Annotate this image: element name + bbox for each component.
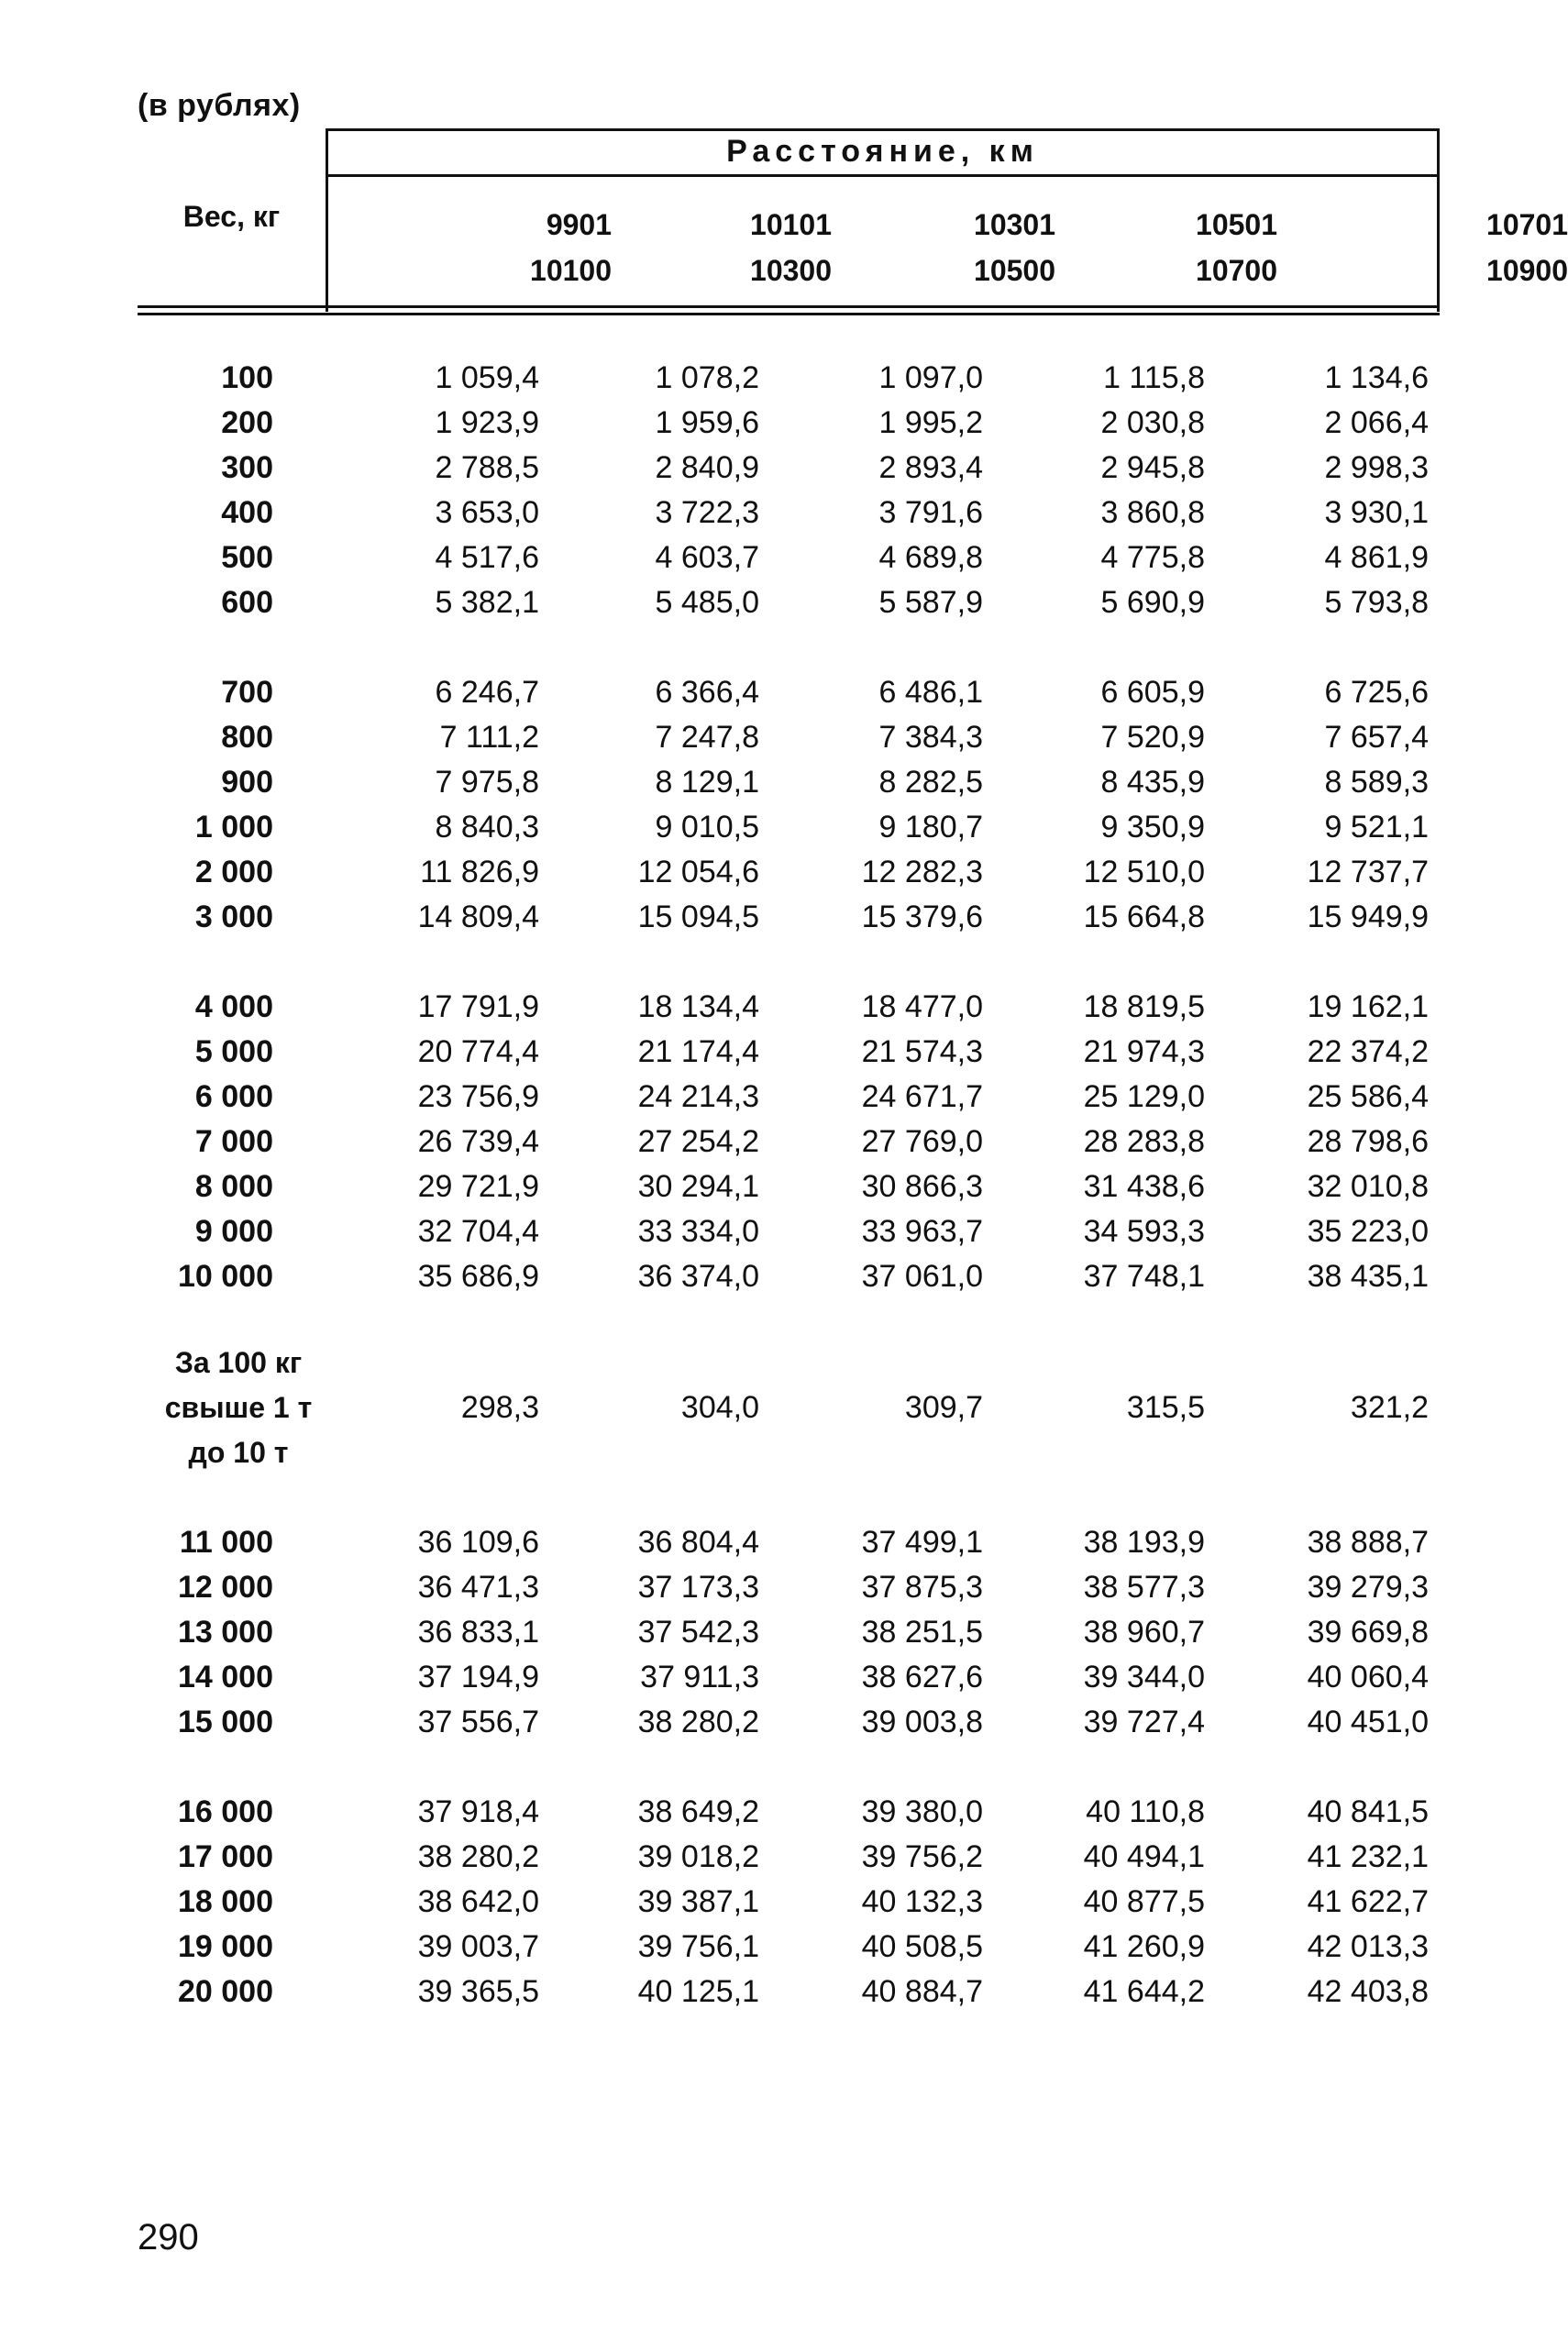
price-cell: 38 577,3 [1083,1570,1205,1605]
header-bottom-rule-2 [138,313,1440,315]
price-cell: 5 690,9 [1100,585,1205,620]
range-header [1430,202,1568,293]
price-cell: 6 605,9 [1100,675,1205,710]
table-row [138,491,1440,535]
price-cell: 40 877,5 [1083,1884,1205,1919]
price-cell: 40 508,5 [861,1929,983,1964]
price-cell: 41 622,7 [1307,1884,1429,1919]
price-cell: 21 574,3 [861,1034,983,1069]
table-row [138,580,1440,625]
price-cell: 5 793,8 [1324,585,1429,620]
weight-cell: 12 000 [178,1570,273,1605]
range-from: 9901 [546,208,612,241]
range-to: 10900 [1486,254,1568,287]
price-cell: 4 603,7 [655,540,759,575]
price-cell: 39 003,8 [861,1705,983,1739]
price-cell: 5 485,0 [655,585,759,620]
price-cell: 35 686,9 [417,1259,539,1294]
price-cell: 37 061,0 [861,1259,983,1294]
price-cell: 15 379,6 [861,900,983,934]
price-cell: 12 737,7 [1307,855,1429,889]
table-row [138,1655,1440,1700]
price-cell: 40 841,5 [1307,1794,1429,1829]
table-row [138,356,1440,401]
range-to: 10700 [1196,254,1277,287]
table-row [138,1520,1440,1565]
price-cell: 39 365,5 [417,1974,539,2009]
range-to: 10300 [750,254,832,287]
weight-cell: 3 000 [194,900,273,934]
price-cell: 9 521,1 [1324,810,1429,844]
price-cell: 4 775,8 [1100,540,1205,575]
price-cell: 2 998,3 [1324,450,1429,485]
price-cell: 18 477,0 [861,989,983,1024]
header-bottom-rule [138,305,1440,308]
price-cell: 38 251,5 [861,1615,983,1650]
weight-cell: 2 000 [194,855,273,889]
price-cell: 9 180,7 [878,810,983,844]
weight-cell: 500 [221,540,273,575]
per-100kg-value: 315,5 [1126,1390,1205,1425]
price-cell: 38 280,2 [637,1705,759,1739]
price-cell: 8 840,3 [435,810,539,844]
table-row [138,1209,1440,1254]
price-cell: 39 756,2 [861,1839,983,1874]
price-cell: 37 875,3 [861,1570,983,1605]
per-100kg-value: 321,2 [1350,1390,1429,1425]
range-header [1149,202,1277,293]
price-cell: 2 945,8 [1100,450,1205,485]
price-cell: 41 644,2 [1083,1974,1205,2009]
price-cell: 3 653,0 [435,495,539,530]
price-cell: 15 949,9 [1307,900,1429,934]
price-cell: 7 975,8 [435,765,539,800]
table-row [138,1835,1440,1880]
price-cell: 39 727,4 [1083,1705,1205,1739]
price-cell: 38 193,9 [1083,1525,1205,1560]
price-cell: 6 725,6 [1324,675,1429,710]
price-cell: 37 542,3 [637,1615,759,1650]
price-cell: 4 689,8 [878,540,983,575]
price-cell: 36 833,1 [417,1615,539,1650]
weight-cell: 7 000 [194,1124,273,1159]
price-cell: 28 283,8 [1083,1124,1205,1159]
distance-title: Расстояние, км [726,134,1039,169]
price-cell: 40 451,0 [1307,1705,1429,1739]
table-row [138,1970,1440,2014]
table-row [138,715,1440,760]
page-number: 290 [138,2217,199,2257]
price-cell: 31 438,6 [1083,1169,1205,1204]
price-cell: 15 664,8 [1083,900,1205,934]
price-cell: 1 115,8 [1103,360,1205,395]
weight-cell: 17 000 [178,1839,273,1874]
price-cell: 12 282,3 [861,855,983,889]
table-row [138,1030,1440,1075]
price-cell: 40 060,4 [1307,1660,1429,1694]
per-100kg-value: 298,3 [460,1390,539,1425]
price-cell: 37 194,9 [417,1660,539,1694]
per-100kg-value: 309,7 [904,1390,983,1425]
per-100kg-label-line: За 100 кг [174,1346,303,1379]
table-row [138,1790,1440,1835]
table-row [138,1610,1440,1655]
table-row [138,760,1440,805]
price-cell: 7 247,8 [655,720,759,755]
price-cell: 1 097,0 [878,360,983,395]
price-cell: 27 769,0 [861,1124,983,1159]
price-cell: 1 923,9 [435,405,539,440]
price-cell: 21 974,3 [1083,1034,1205,1069]
price-cell: 41 260,9 [1083,1929,1205,1964]
price-cell: 29 721,9 [417,1169,539,1204]
range-from: 10301 [974,208,1055,241]
weight-title: Вес, кг [182,200,281,233]
price-cell: 37 556,7 [417,1705,539,1739]
price-cell: 6 366,4 [655,675,759,710]
table-row [138,985,1440,1030]
price-cell: 28 798,6 [1307,1124,1429,1159]
price-cell: 39 018,2 [637,1839,759,1874]
range-to: 10500 [974,254,1055,287]
price-cell: 9 350,9 [1100,810,1205,844]
price-cell: 4 517,6 [435,540,539,575]
price-cell: 38 280,2 [417,1839,539,1874]
price-cell: 42 403,8 [1307,1974,1429,2009]
weight-cell: 9 000 [194,1214,273,1249]
per-100kg-row [138,1385,1440,1430]
weight-cell: 16 000 [178,1794,273,1829]
price-cell: 24 671,7 [861,1079,983,1114]
price-cell: 7 657,4 [1324,720,1429,755]
price-cell: 2 893,4 [878,450,983,485]
range-from: 10501 [1196,208,1277,241]
table-header [138,128,1568,312]
weight-cell: 1 000 [194,810,273,844]
table-row [138,1565,1440,1610]
price-cell: 39 380,0 [861,1794,983,1829]
price-cell: 1 078,2 [655,360,759,395]
price-cell: 24 214,3 [637,1079,759,1114]
price-cell: 30 294,1 [637,1169,759,1204]
price-cell: 5 587,9 [878,585,983,620]
price-cell: 36 471,3 [417,1570,539,1605]
range-header [483,202,612,293]
price-cell: 12 054,6 [637,855,759,889]
price-cell: 39 669,8 [1307,1615,1429,1650]
table-row [138,1880,1440,1925]
price-cell: 37 918,4 [417,1794,539,1829]
price-cell: 11 826,9 [420,855,539,889]
weight-cell: 4 000 [194,989,273,1024]
table-row [138,446,1440,491]
price-cell: 39 003,7 [417,1929,539,1964]
price-cell: 39 756,1 [637,1929,759,1964]
weight-cell: 100 [221,360,273,395]
price-cell: 39 344,0 [1083,1660,1205,1694]
table-row [138,850,1440,895]
price-cell: 25 586,4 [1307,1079,1429,1114]
price-cell: 33 334,0 [637,1214,759,1249]
per-100kg-label-line: свыше 1 т [164,1391,313,1424]
header-top-rule [326,128,1440,131]
header-mid-rule [326,174,1440,177]
price-cell: 32 010,8 [1307,1169,1429,1204]
table-row [138,1254,1440,1299]
price-cell: 3 860,8 [1100,495,1205,530]
weight-cell: 600 [221,585,273,620]
price-cell: 40 132,3 [861,1884,983,1919]
price-cell: 30 866,3 [861,1169,983,1204]
table-row [138,535,1440,580]
table-row [138,1164,1440,1209]
price-cell: 7 520,9 [1100,720,1205,755]
price-cell: 35 223,0 [1307,1214,1429,1249]
range-header [703,202,832,293]
price-cell: 38 888,7 [1307,1525,1429,1560]
price-cell: 6 246,7 [435,675,539,710]
price-cell: 3 930,1 [1324,495,1429,530]
price-cell: 22 374,2 [1307,1034,1429,1069]
price-cell: 38 960,7 [1083,1615,1205,1650]
weight-cell: 18 000 [178,1884,273,1919]
price-cell: 37 748,1 [1083,1259,1205,1294]
weight-cell: 20 000 [178,1974,273,2009]
table-row [138,895,1440,940]
price-cell: 8 435,9 [1100,765,1205,800]
unit-note: (в рублях) [138,88,301,123]
table-row [138,1925,1440,1970]
price-cell: 2 066,4 [1324,405,1429,440]
price-cell: 12 510,0 [1083,855,1205,889]
price-cell: 40 884,7 [861,1974,983,2009]
price-cell: 3 722,3 [655,495,759,530]
price-cell: 38 649,2 [637,1794,759,1829]
price-cell: 21 174,4 [637,1034,759,1069]
price-cell: 2 840,9 [655,450,759,485]
weight-cell: 10 000 [178,1259,273,1294]
weight-cell: 800 [221,720,273,755]
price-cell: 8 129,1 [655,765,759,800]
price-cell: 34 593,3 [1083,1214,1205,1249]
price-cell: 39 387,1 [637,1884,759,1919]
price-cell: 36 109,6 [417,1525,539,1560]
price-cell: 7 384,3 [878,720,983,755]
weight-cell: 5 000 [194,1034,273,1069]
table-row [138,1700,1440,1745]
price-cell: 39 279,3 [1307,1570,1429,1605]
price-cell: 18 819,5 [1083,989,1205,1024]
price-cell: 41 232,1 [1307,1839,1429,1874]
price-cell: 40 125,1 [637,1974,759,2009]
range-from: 10701 [1486,208,1568,241]
price-cell: 32 704,4 [417,1214,539,1249]
price-cell: 8 589,3 [1324,765,1429,800]
price-cell: 36 804,4 [637,1525,759,1560]
range-header [927,202,1055,293]
price-cell: 18 134,4 [637,989,759,1024]
range-from: 10101 [750,208,832,241]
price-cell: 17 791,9 [417,989,539,1024]
price-cell: 40 110,8 [1086,1794,1205,1829]
price-cell: 38 642,0 [417,1884,539,1919]
price-cell: 38 627,6 [861,1660,983,1694]
price-cell: 20 774,4 [417,1034,539,1069]
price-cell: 2 030,8 [1100,405,1205,440]
price-cell: 26 739,4 [417,1124,539,1159]
price-cell: 1 059,4 [435,360,539,395]
weight-cell: 900 [221,765,273,800]
price-cell: 37 911,3 [640,1660,759,1694]
table-row [138,1120,1440,1164]
table-row [138,670,1440,715]
price-cell: 15 094,5 [637,900,759,934]
price-cell: 8 282,5 [878,765,983,800]
weight-cell: 11 000 [179,1525,273,1560]
price-cell: 38 435,1 [1307,1259,1429,1294]
price-cell: 3 791,6 [878,495,983,530]
price-cell: 36 374,0 [637,1259,759,1294]
table-row [138,1075,1440,1120]
price-cell: 2 788,5 [435,450,539,485]
price-cell: 37 173,3 [637,1570,759,1605]
weight-cell: 200 [221,405,273,440]
weight-cell: 13 000 [178,1615,273,1650]
price-cell: 1 995,2 [878,405,983,440]
price-cell: 4 861,9 [1324,540,1429,575]
weight-cell: 15 000 [178,1705,273,1739]
price-cell: 42 013,3 [1307,1929,1429,1964]
per-100kg-value: 304,0 [680,1390,759,1425]
price-cell: 6 486,1 [878,675,983,710]
price-cell: 1 134,6 [1324,360,1429,395]
price-cell: 33 963,7 [861,1214,983,1249]
price-cell: 37 499,1 [861,1525,983,1560]
table-row [138,401,1440,446]
price-cell: 5 382,1 [435,585,539,620]
weight-cell: 8 000 [194,1169,273,1204]
weight-cell: 700 [221,675,273,710]
weight-cell: 14 000 [178,1660,273,1694]
weight-cell: 400 [221,495,273,530]
weight-cell: 6 000 [194,1079,273,1114]
price-cell: 27 254,2 [637,1124,759,1159]
price-cell: 1 959,6 [655,405,759,440]
price-cell: 25 129,0 [1083,1079,1205,1114]
weight-cell: 300 [221,450,273,485]
table-row [138,805,1440,850]
price-cell: 14 809,4 [417,900,539,934]
price-cell: 7 111,2 [439,720,539,755]
per-100kg-label-line: до 10 т [188,1436,289,1469]
range-to: 10100 [530,254,612,287]
price-cell: 40 494,1 [1083,1839,1205,1874]
price-cell: 19 162,1 [1307,989,1429,1024]
price-cell: 9 010,5 [655,810,759,844]
weight-cell: 19 000 [178,1929,273,1964]
price-cell: 23 756,9 [417,1079,539,1114]
